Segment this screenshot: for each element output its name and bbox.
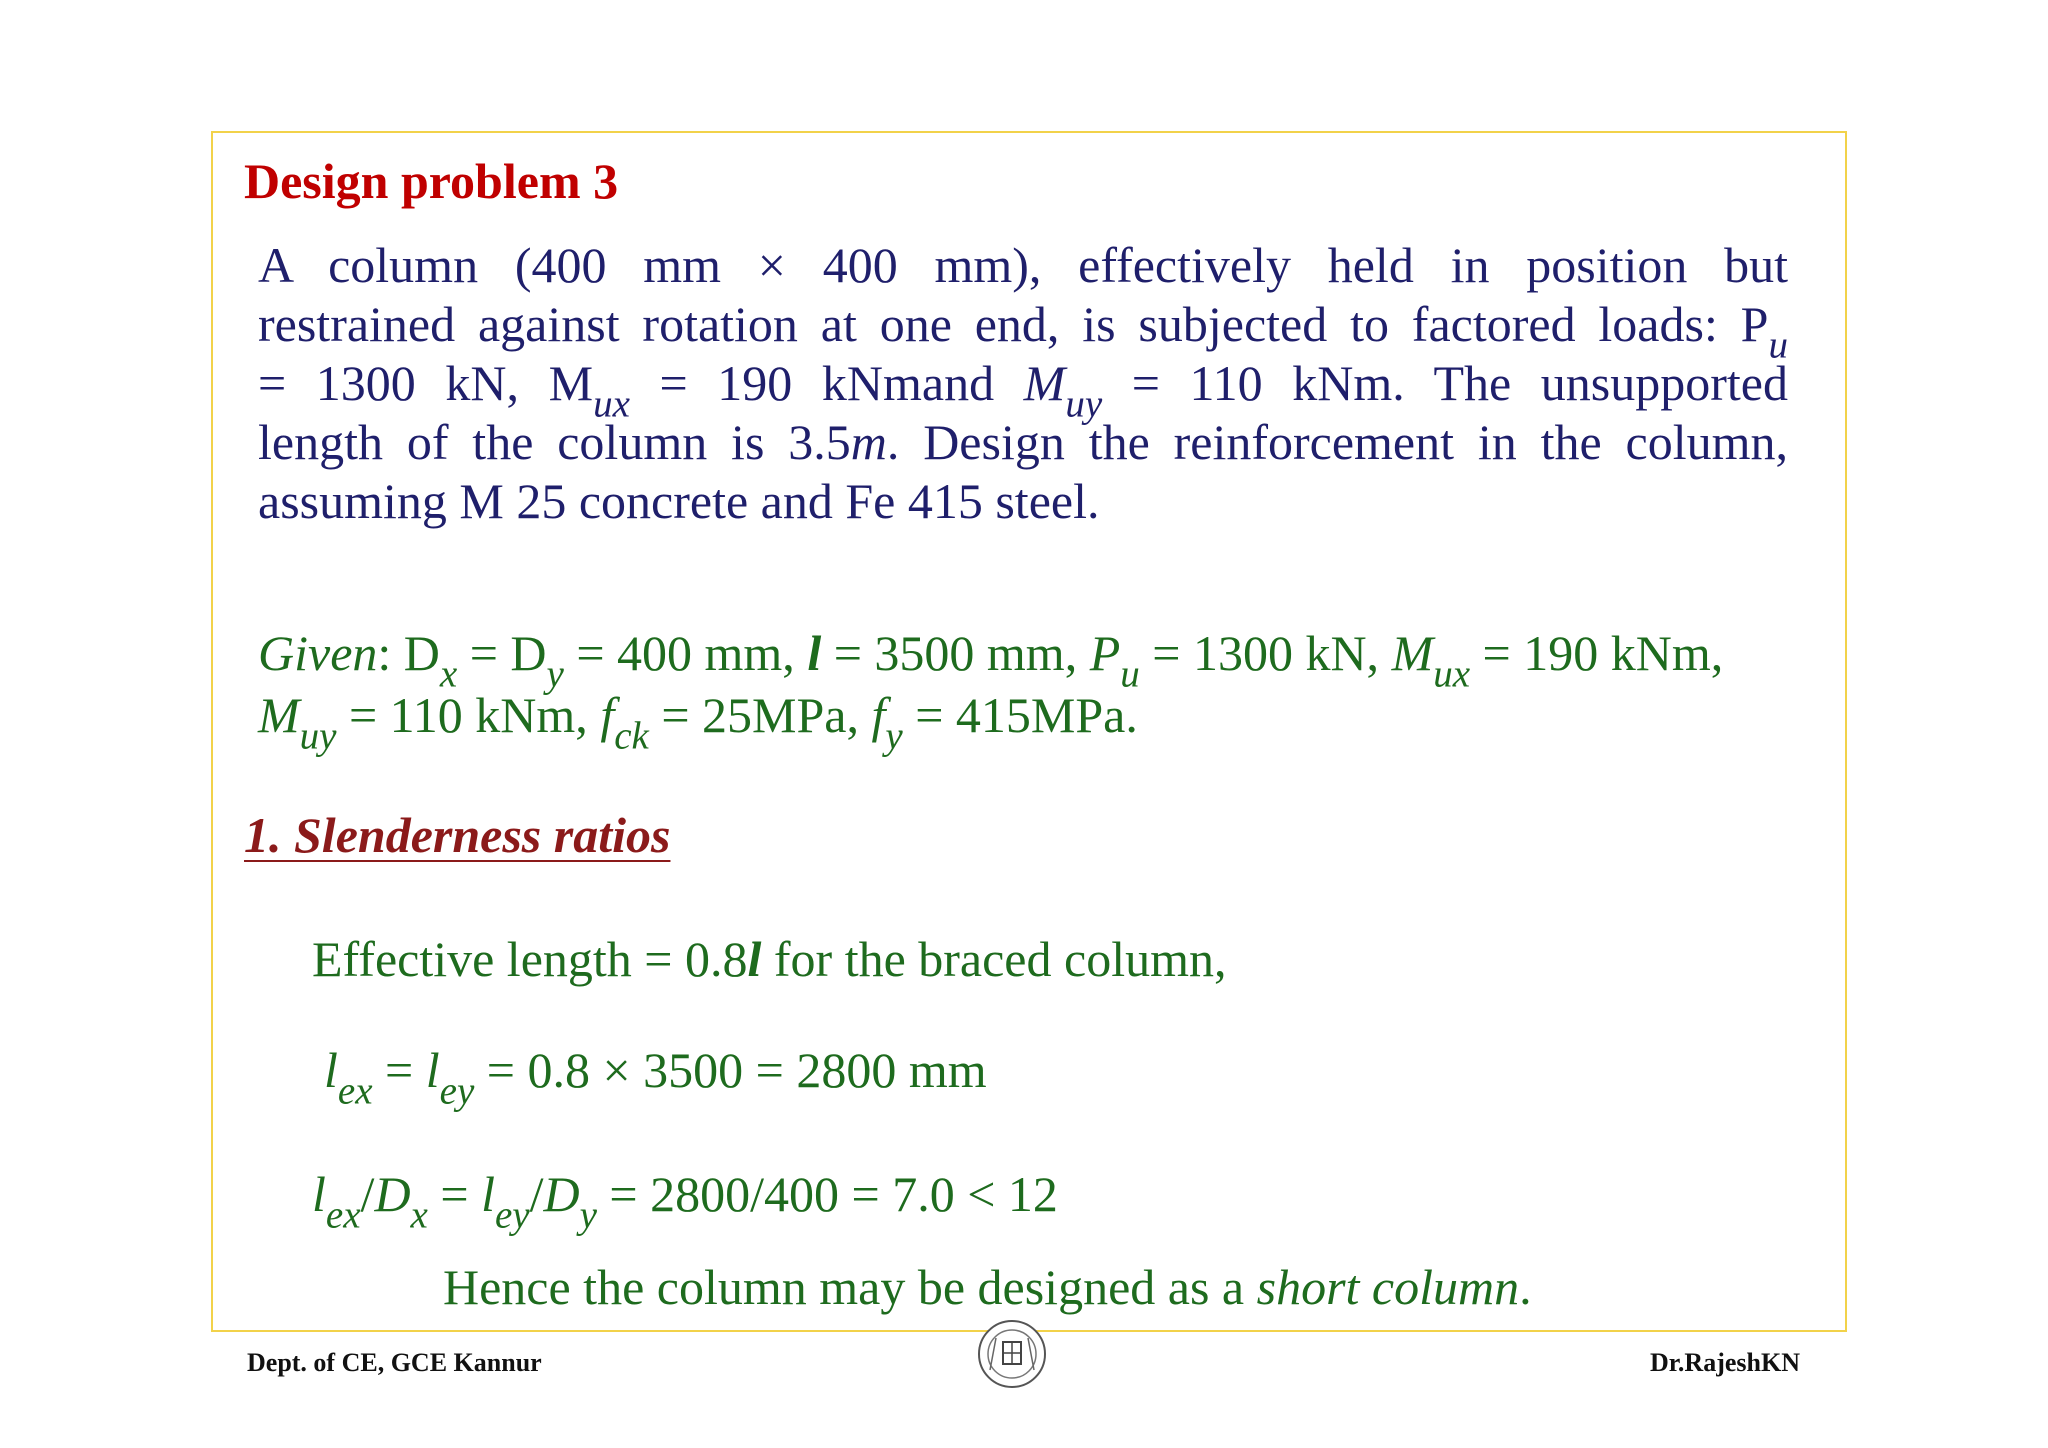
footer-author: Dr.RajeshKN	[1650, 1348, 1800, 1377]
problem-line-2: restrained against rotation at one end, is subjected to factored loads: $P_u$	[258, 296, 1788, 367]
conclusion-line: Hence the column may be designed as a short column.	[443, 1259, 1532, 1315]
given-line-2: $M_{uy} = 110$ kNm, $f_{ck} = 25MPa$, $f_y = 415MPa$.	[258, 687, 1138, 758]
section-title-slenderness: 1. Slenderness ratios	[244, 807, 671, 863]
problem-line-5: assuming M 25 concrete and Fe 415 steel.	[258, 473, 1100, 529]
lex-equation: $l_{ex} = l_{ey} = 0.8 \times 3500 = 2800$ mm	[324, 1042, 987, 1113]
given-values	[258, 622, 1724, 758]
problem-statement	[258, 236, 1788, 531]
effective-length-line: Effective length = 0.8l for the braced column,	[312, 931, 1227, 987]
slenderness-ratio-equation: $l_{ex}/D_x = l_{ey}/D_y = 2800/400 = 7.0 < 12$	[312, 1166, 1058, 1237]
problem-line-3: = 1300 kN, $M_{ux} = 190$ kNmand $M_{uy} = 110$ kNm. The unsupported	[258, 355, 1789, 426]
slide-title: Design problem 3	[244, 153, 619, 209]
given-line-1: Given: $D_x = D_y = 400$ mm, l = 3500 mm, $P_u = 1300$ kN, $M_{ux} = 190$ kNm,	[258, 625, 1724, 696]
problem-line-4: length of the column is 3.5m. Design the reinforcement in the column,	[258, 414, 1788, 470]
college-seal-icon	[976, 1318, 1048, 1390]
footer-department: Dept. of CE, GCE Kannur	[247, 1348, 542, 1377]
problem-line-1: A column (400 mm × 400 mm), effectively held in position but	[258, 237, 1788, 293]
